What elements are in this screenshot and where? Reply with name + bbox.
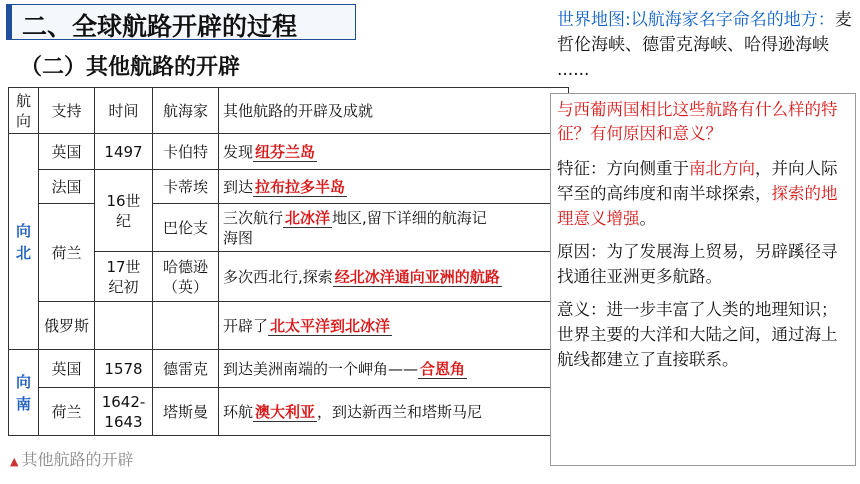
- achievement-text: 发现: [223, 143, 254, 161]
- achievement-text: 环航: [223, 403, 254, 421]
- navigator-cell: 哈德逊（英）: [153, 252, 219, 302]
- subsection-title: （二）其他航路的开辟: [20, 55, 241, 80]
- support-cell: 荷兰: [39, 388, 95, 436]
- header-navigator: 航海家: [153, 88, 219, 134]
- time-cell: 1497: [95, 134, 153, 170]
- navigator-cell: 德雷克: [153, 350, 219, 388]
- answer-text: 纽芬兰岛: [255, 143, 316, 161]
- support-cell: 荷兰: [39, 204, 95, 302]
- panel-question: 与西葡两国相比这些航路有什么样的特征？有何原因和意义？: [557, 100, 838, 143]
- map-note: [557, 8, 857, 83]
- navigator-cell: 巴伦支: [153, 204, 219, 252]
- feature-text: ，并向人际罕至的高纬度和南半球探索，: [557, 159, 838, 203]
- answer-text: 拉布拉多半岛: [255, 178, 346, 196]
- header-achievement: 其他航路的开辟及成就: [219, 88, 569, 134]
- achievement-cell: [219, 134, 569, 170]
- time-cell: 1642-1643: [95, 388, 153, 436]
- direction-north: 向北: [9, 134, 39, 350]
- header-direction: 航向: [9, 88, 39, 134]
- triangle-icon: ▲: [10, 455, 19, 468]
- support-cell: 英国: [39, 134, 95, 170]
- panel-meaning: 意义：进一步丰富了人类的地理知识；世界主要的大洋和大陆之间，通过海上航线都建立了直接联系。: [557, 300, 838, 369]
- table-row: [9, 388, 569, 436]
- table-row: [9, 302, 569, 350]
- analysis-panel: [550, 93, 856, 466]
- panel-reason: 原因：为了发展海上贸易，另辟蹊径寻找通往亚洲更多航路。: [557, 242, 838, 286]
- table-row: [9, 350, 569, 388]
- achievement-text: 多次西北行,探索: [223, 268, 333, 286]
- map-note-lead: 世界地图:以航海家名字命名的地方：: [557, 10, 835, 30]
- answer-text: 北太平洋到北冰洋: [270, 317, 391, 335]
- section-title: 二、全球航路开辟的过程: [22, 12, 298, 41]
- navigator-cell: 卡蒂埃: [153, 170, 219, 204]
- feature-highlight: 探索的地理意义增强: [557, 184, 838, 228]
- achievement-cell: [219, 388, 569, 436]
- map-note-names: 麦哲伦海峡、德雷克海峡、哈得逊海峡 ......: [557, 10, 852, 80]
- support-cell: 英国: [39, 350, 95, 388]
- table-row: [9, 170, 569, 204]
- navigator-cell: 塔斯曼: [153, 388, 219, 436]
- caption-text: 其他航路的开辟: [21, 450, 134, 469]
- achievement-text: ，到达新西兰和塔斯马尼: [317, 403, 483, 421]
- navigator-cell: [153, 302, 219, 350]
- table-row: [9, 204, 569, 252]
- achievement-cell: [219, 350, 569, 388]
- achievement-cell: [219, 302, 569, 350]
- navigation-routes-table: [8, 87, 569, 436]
- section-title-box: [6, 4, 356, 40]
- achievement-text: 到达美洲南端的一个岬角——: [223, 360, 419, 378]
- support-cell: 法国: [39, 170, 95, 204]
- achievement-text: 海图: [223, 228, 254, 247]
- answer-text: 经北冰洋通向亚洲的航路: [334, 268, 500, 286]
- header-support: 支持: [39, 88, 95, 134]
- achievement-cell: [219, 252, 569, 302]
- panel-feature: [557, 156, 849, 231]
- direction-south: 向南: [9, 350, 39, 436]
- achievement-text: 三次航行: [223, 208, 284, 227]
- answer-text: 合恩角: [420, 360, 466, 378]
- time-cell: 1578: [95, 350, 153, 388]
- time-cell: [95, 302, 153, 350]
- time-cell: 16世纪: [95, 170, 153, 252]
- time-cell: 17世纪初: [95, 252, 153, 302]
- support-cell: 俄罗斯: [39, 302, 95, 350]
- answer-text: 北冰洋: [285, 208, 331, 227]
- table-row: [9, 134, 569, 170]
- header-time: 时间: [95, 88, 153, 134]
- achievement-text: 开辟了: [223, 317, 269, 335]
- feature-text: 。: [639, 209, 656, 228]
- table-header-row: [9, 88, 569, 134]
- achievement-cell: [219, 170, 569, 204]
- achievement-text: 到达: [223, 178, 254, 196]
- feature-text: 特征：方向侧重于: [557, 159, 689, 178]
- feature-highlight: 南北方向: [689, 159, 755, 178]
- achievement-text: 地区,留下详细的航海记: [332, 208, 487, 227]
- achievement-cell: [219, 204, 569, 252]
- table-caption: [10, 447, 133, 470]
- answer-text: 澳大利亚: [255, 403, 316, 421]
- navigator-cell: 卡伯特: [153, 134, 219, 170]
